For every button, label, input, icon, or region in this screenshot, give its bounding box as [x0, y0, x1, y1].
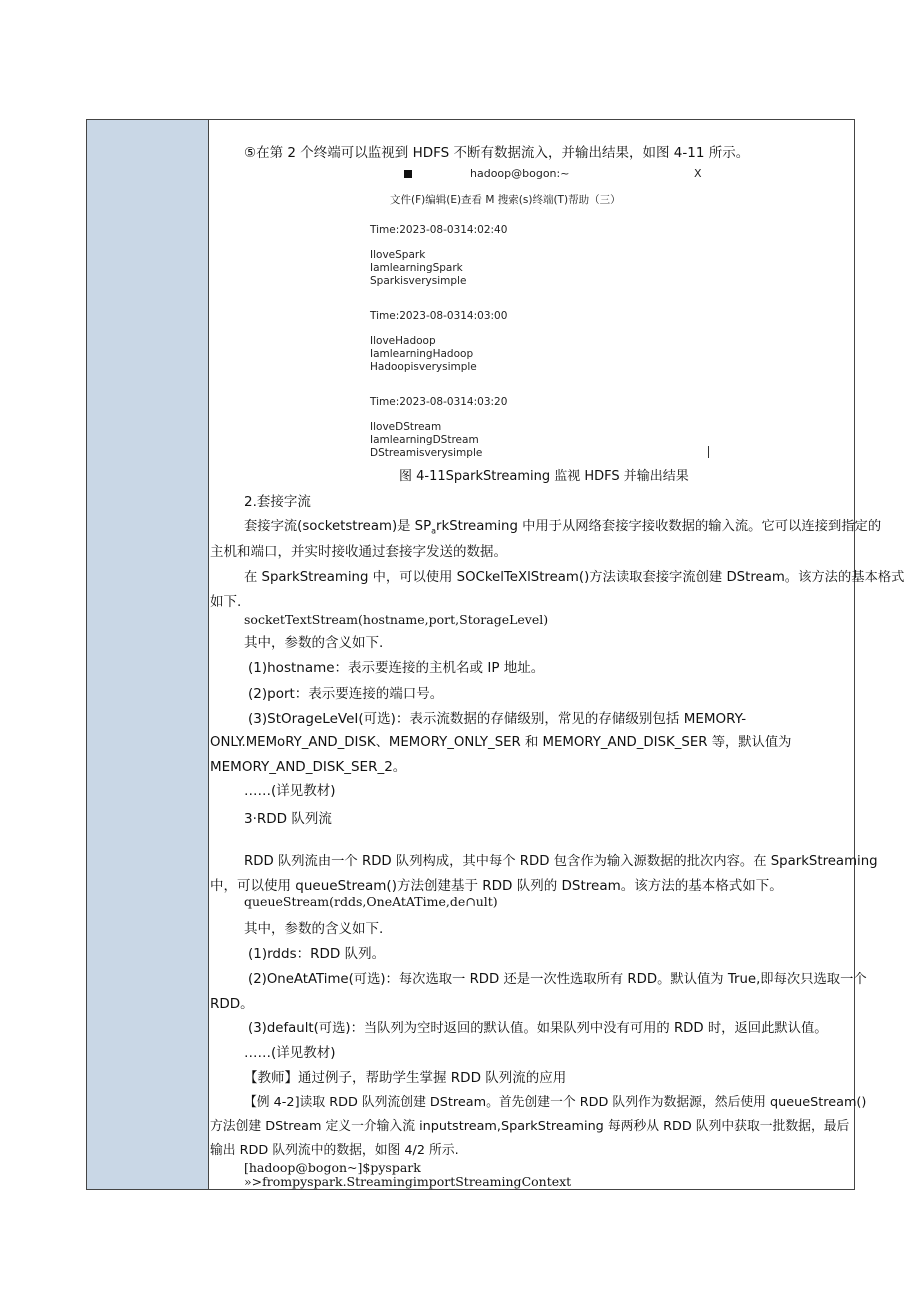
more-text: ……(详见教材): [244, 783, 336, 799]
terminal-line: DStreamisverysimple: [370, 447, 483, 459]
param-line: (3)default(可选)：当队列为空时返回的默认值。如果队列中没有可用的 RDD 时，返回此默认值。: [248, 1021, 828, 1036]
more-text: ……(详见教材): [244, 1045, 336, 1061]
code-line: socketTextStream(hostname,port,StorageLevel): [244, 612, 549, 627]
terminal-line: IamlearningSpark: [370, 262, 463, 274]
paragraph-line: 在 SparkStreaming 中，可以使用 SOCkelTeXlStream()方法读取套接字流创建 DStream。该方法的基本格式: [244, 570, 905, 585]
param-line: (3)StOrageLeVeI(可选)：表示流数据的存储级别，常见的存储级别包括 MEMORY-: [248, 711, 747, 727]
terminal-window-icon: [404, 170, 412, 178]
code-line: [hadoop@bogon~]$pyspark: [244, 1160, 421, 1175]
terminal-line: Sparkisverysimple: [370, 275, 467, 287]
terminal-line: IamlearningDStream: [370, 434, 479, 446]
paragraph-line: 中，可以使用 queueStream()方法创建基于 RDD 队列的 DStream。该方法的基本格式如下。: [210, 878, 783, 894]
terminal-line: IamlearningHadoop: [370, 348, 474, 360]
teacher-note: 【教师】通过例子，帮助学生掌握 RDD 队列流的应用: [244, 1070, 567, 1086]
left-column: [87, 120, 209, 1189]
param-line: (1)rdds：RDD 队列。: [248, 946, 386, 962]
content-cell: [210, 120, 905, 1189]
terminal-cursor: [708, 446, 709, 458]
terminal-time: Time:2023-08-0314:02:40: [370, 224, 508, 236]
section-heading: 2.套接字流: [244, 494, 311, 510]
paragraph-line: 其中，参数的含义如下.: [244, 921, 384, 937]
terminal-close-icon[interactable]: X: [694, 167, 702, 180]
terminal-line: IloveHadoop: [370, 335, 436, 347]
param-line: (1)hostname：表示要连接的主机名或 IP 地址。: [248, 660, 545, 676]
paragraph-line: 其中，参数的含义如下.: [244, 635, 384, 651]
terminal-time: Time:2023-08-0314:03:00: [370, 310, 508, 322]
param-line: (2)port：表示要连接的端口号。: [248, 686, 444, 702]
code-line: »>frompyspark.StreamingimportStreamingContext: [244, 1174, 572, 1189]
table-frame: [86, 119, 905, 1190]
terminal-line: IloveDStream: [370, 421, 442, 433]
paragraph-line: 主机和端口，并实时接收通过套接字发送的数据。: [210, 544, 507, 560]
param-line: (2)OneAtATime(可选)：每次选取一 RDD 还是一次性选取所有 RDD。默认值为 True,即每次只选取一个: [248, 972, 867, 987]
paragraph-line: RDD 队列流由一个 RDD 队列构成，其中每个 RDD 包含作为输入源数据的批次内容。在 SparkStreaming: [244, 854, 878, 869]
code-line: queueStream(rdds,OneAtATime,de∩ult): [244, 894, 498, 909]
terminal-title: hadoop@bogon:~: [470, 167, 570, 180]
paragraph-line: 如下.: [210, 594, 242, 610]
terminal-time: Time:2023-08-0314:03:20: [370, 396, 508, 408]
terminal-line: Hadoopisverysimple: [370, 361, 477, 373]
param-line: RDD。: [210, 996, 254, 1012]
figure-caption: 图 4-11SparkStreaming 监视 HDFS 并输出结果: [399, 469, 689, 484]
intro-text: ⑤在第 2 个终端可以监视到 HDFS 不断有数据流入，并输出结果，如图 4-11 所示。: [244, 145, 750, 161]
example-line: 方法创建 DStream 定义一介输入流 inputstream,SparkStreaming 每两秒从 RDD 队列中获取一批数据，最后: [210, 1119, 850, 1134]
terminal-menu: 文件(F)编辑(E)查看 M 搜索(s)终端(T)帮助（三）: [390, 194, 621, 206]
section-heading: 3·RDD 队列流: [244, 811, 332, 827]
example-line: 【例 4-2]读取 RDD 队列流创建 DStream。首先创建一个 RDD 队列作为数据源，然后使用 queueStream(): [244, 1095, 867, 1110]
terminal-line: IloveSpark: [370, 249, 426, 261]
param-line: ONLY.MEMoRY_AND_DISK、MEMORY_ONLY_SER 和 MEMORY_AND_DISK_SER 等，默认值为: [210, 735, 792, 750]
paragraph-line: 套接字流(socketstream)是 $SP_arkStreaming$ 中用于从网络套接字接收数据的输入流。它可以连接到指定的: [244, 519, 882, 536]
example-line: 输出 RDD 队列流中的数据，如图 4/2 所示.: [210, 1143, 459, 1158]
param-line: MEMORY_AND_DISK_SER_2。: [210, 759, 407, 775]
